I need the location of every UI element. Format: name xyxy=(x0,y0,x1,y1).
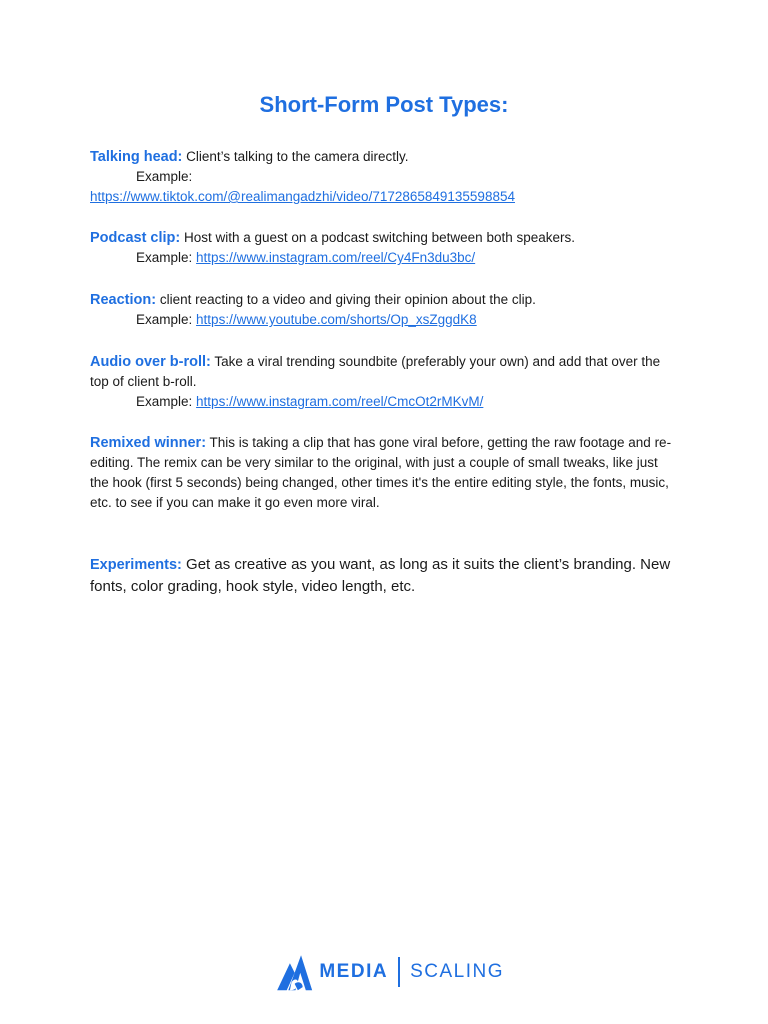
example-label: Example: xyxy=(136,169,193,184)
section-label: Audio over b-roll: xyxy=(90,354,211,370)
footer-logo xyxy=(274,944,504,1000)
section-podcast-clip xyxy=(90,228,680,268)
section-label: Talking head: xyxy=(90,149,183,165)
section-talking-head xyxy=(90,147,680,207)
logo-divider xyxy=(398,957,400,987)
section-label: Experiments: xyxy=(90,557,182,573)
section-text: Client’s talking to the camera directly. xyxy=(186,149,409,164)
section-reaction xyxy=(90,290,680,330)
example-line xyxy=(90,392,680,412)
page-title: Short-Form Post Types: xyxy=(259,92,509,117)
section-label: Podcast clip: xyxy=(90,230,181,246)
media-scaling-logo-icon xyxy=(274,945,315,999)
section-line xyxy=(90,433,680,513)
section-line xyxy=(90,228,680,248)
example-label: Example: xyxy=(136,394,193,409)
section-text: Take a viral trending soundbite (preferably your own) and add that over the top of client b-roll. xyxy=(90,354,661,389)
example-label: Example: xyxy=(136,312,193,327)
section-text: Host with a guest on a podcast switching between both speakers. xyxy=(184,230,575,245)
logo-media-text: MEDIA xyxy=(319,961,389,982)
section-text: Get as creative as you want, as long as it suits the client’s branding. New fonts, color grading, hook style, video length, etc. xyxy=(90,556,671,595)
section-audio-over-broll xyxy=(90,352,680,412)
example-link[interactable]: https://www.tiktok.com/@realimangadzhi/video/7172865849135598854 xyxy=(90,189,515,204)
example-link[interactable]: https://www.instagram.com/reel/CmcOt2rMKvM/ xyxy=(196,394,484,409)
section-line xyxy=(90,147,680,167)
logo-scaling-text: SCALING xyxy=(410,961,504,982)
example-link[interactable]: https://www.instagram.com/reel/Cy4Fn3du3bc/ xyxy=(196,250,476,265)
section-line xyxy=(90,554,680,598)
section-text: client reacting to a video and giving their opinion about the clip. xyxy=(159,292,536,307)
section-experiments xyxy=(90,554,680,598)
logo-wordmark xyxy=(319,957,504,987)
section-line xyxy=(90,352,680,392)
example-line xyxy=(90,248,680,268)
example-line xyxy=(90,310,680,330)
section-label: Remixed winner: xyxy=(90,435,207,451)
section-remixed-winner xyxy=(90,433,680,513)
section-label: Reaction: xyxy=(90,292,157,308)
example-label: Example: xyxy=(136,250,193,265)
section-text: This is taking a clip that has gone viral before, getting the raw footage and re-editing. The remix can be very similar to the original, with just a couple of small tweaks, like just the hook (first 5 seconds) being changed, other times it's the entire editing style, the fonts, music, etc. to see if you can make it go even more viral. xyxy=(90,435,672,510)
example-link[interactable]: https://www.youtube.com/shorts/Op_xsZggdK8 xyxy=(196,312,477,327)
section-line xyxy=(90,290,680,310)
